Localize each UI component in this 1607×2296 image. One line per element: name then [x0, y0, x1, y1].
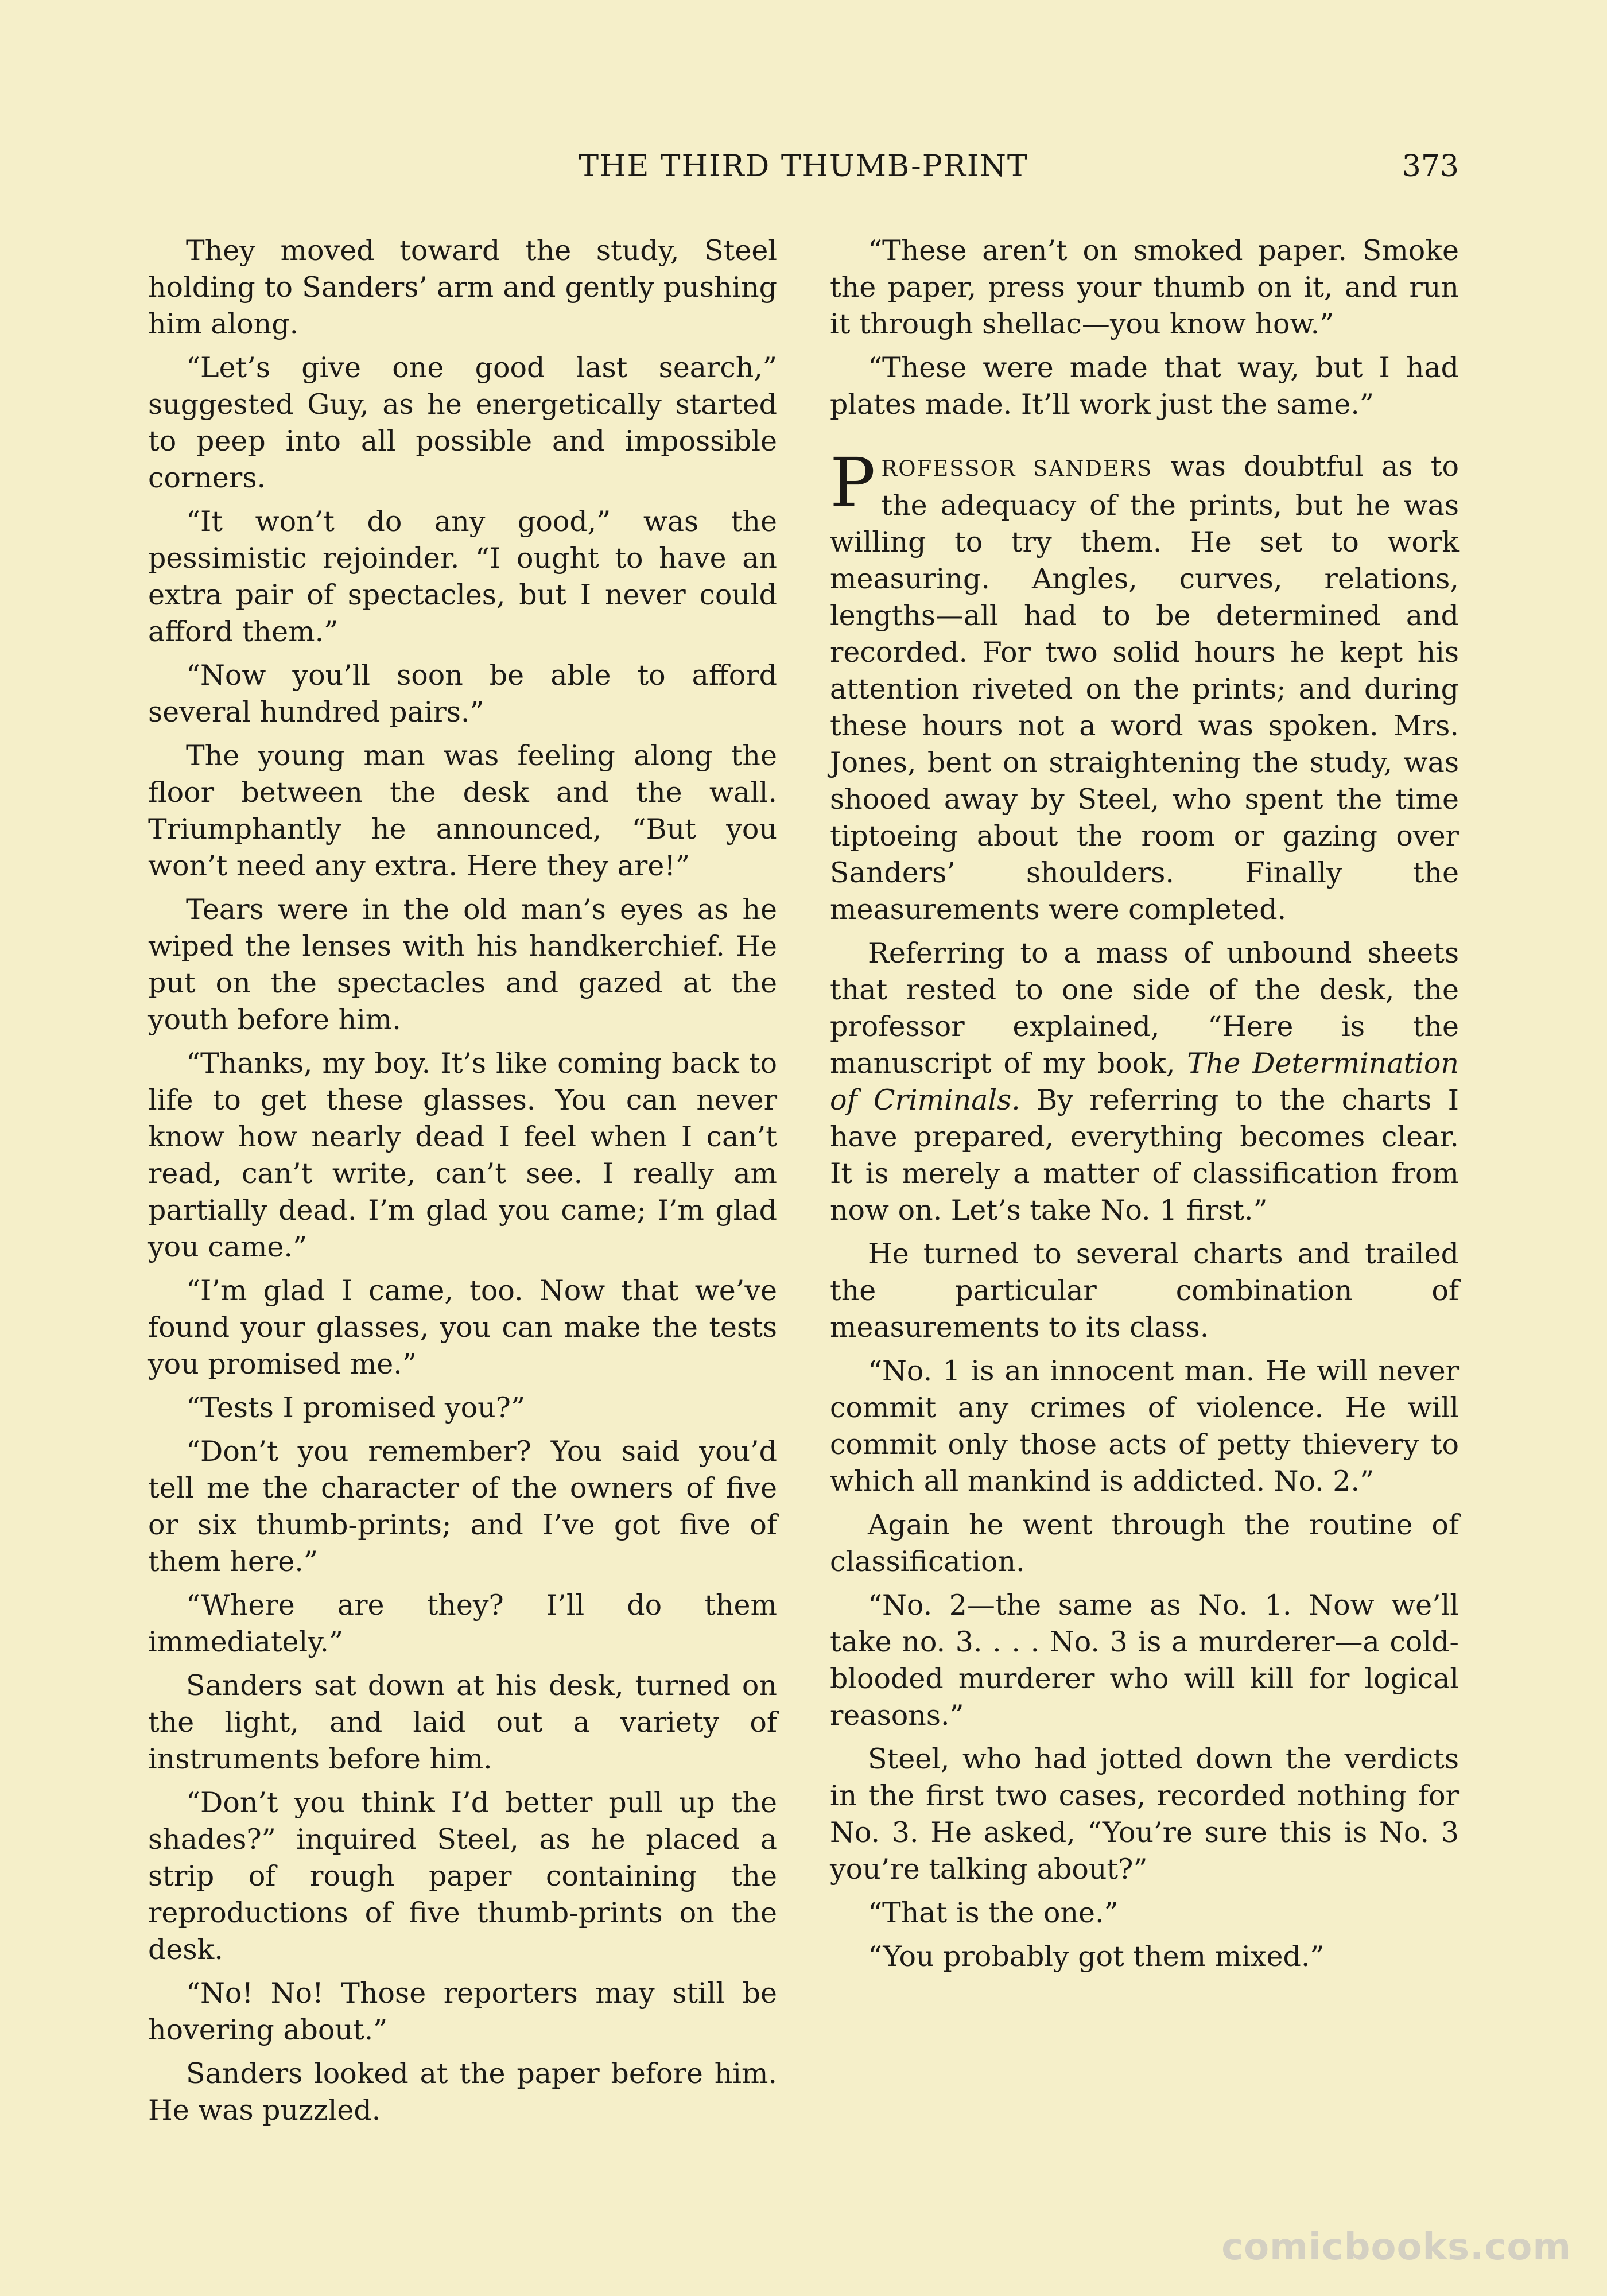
paragraph: “Don’t you think I’d better pull up the shades?” inquired Steel, as he placed a strip of rough paper containing the reproductions of five thumb-prints on the desk.	[148, 1786, 777, 1966]
paragraph: “These aren’t on smoked paper. Smoke the paper, press your thumb on it, and run it through shellac—you know how.”	[830, 234, 1459, 340]
paragraph: “No. 2—the same as No. 1. Now we’ll take no. 3. . . . No. 3 is a murderer—a cold-blooded murderer who will kill for logical reasons.”	[830, 1589, 1459, 1732]
paragraph-text: Referring to a mass of unbound sheets that rested to one side of the desk, the professor explained, “Here is the manuscript of my book,	[830, 937, 1459, 1080]
page-number: 373	[1402, 149, 1459, 184]
paragraph: “No. 1 is an innocent man. He will never commit any crimes of violence. He will commit only those acts of petty thievery to which all mankind is addicted. No. 2.”	[830, 1355, 1459, 1498]
paragraph: Sanders sat down at his desk, turned on the light, and laid out a variety of instruments before him.	[148, 1669, 777, 1775]
paragraph: Steel, who had jotted down the verdicts in the first two cases, recorded nothing for No. 3. He asked, “You’re sure this is No. 3 you’re talking about?”	[830, 1743, 1459, 1886]
paragraph: Tears were in the old man’s eyes as he wiped the lenses with his handkerchief. He put on the spectacles and gazed at the youth before him.	[148, 893, 777, 1036]
small-caps-name: ROFESSOR SANDERS	[881, 456, 1153, 481]
paragraph: Again he went through the routine of classification.	[830, 1508, 1459, 1578]
paragraph: “Let’s give one good last search,” suggested Guy, as he energetically started to peep into all possible and impossible corners.	[148, 351, 777, 494]
right-column	[830, 232, 1459, 1975]
paragraph: “You probably got them mixed.”	[868, 1940, 1325, 1973]
paragraph: “No! No! Those reporters may still be hovering about.”	[148, 1977, 777, 2046]
section-opening-text: was doubtful as to the adequacy of the prints, but he was willing to try them. He set to work measuring. Angles, curves, relations, lengths—all had to be determined and recorded. For two solid hours he kept his attention riveted on the prints; and during these hours not a word was spoken. Mrs. Jones, bent on straightening the study, was shooed away by Steel, who spent the time tiptoeing about the room or gazing over Sanders’ shoulders. Finally the measurements were completed.	[830, 450, 1459, 926]
paragraph	[830, 935, 1459, 1229]
book-title: The Determination of Criminals.	[830, 1047, 1459, 1116]
paragraph: He turned to several charts and trailed the particular combination of measurements to its class.	[830, 1238, 1459, 1344]
paragraph: They moved toward the study, Steel holding to Sanders’ arm and gently pushing him along.	[148, 234, 777, 340]
paragraph: “Now you’ll soon be able to afford several hundred pairs.”	[148, 659, 777, 728]
paragraph: Sanders looked at the paper before him. He was puzzled.	[148, 2057, 777, 2127]
paragraph: “That is the one.”	[868, 1896, 1119, 1929]
paragraph: “It won’t do any good,” was the pessimistic rejoinder. “I ought to have an extra pair of spectacles, but I never could afford them.”	[148, 505, 777, 648]
paragraph: The young man was feeling along the floor between the desk and the wall. Triumphantly he announced, “But you won’t need any extra. Here they are!”	[148, 739, 777, 882]
paragraph: “I’m glad I came, too. Now that we’ve found your glasses, you can make the tests you promised me.”	[148, 1274, 777, 1380]
page-header	[148, 144, 1459, 189]
left-column	[148, 232, 777, 2129]
paragraph-text: By referring to the charts I have prepared, everything becomes clear. It is merely a matter of classification from now on. Let’s take No. 1 first.”	[830, 1084, 1459, 1227]
paragraph: “Tests I promised you?”	[186, 1391, 525, 1424]
section-opening-paragraph	[830, 443, 1459, 928]
paragraph: “Where are they? I’ll do them immediately.”	[148, 1589, 777, 1658]
paragraph: “Don’t you remember? You said you’d tell me the character of the owners of five or six thumb-prints; and I’ve got five of them here.”	[148, 1435, 777, 1578]
watermark: comicbooks.com	[1221, 2226, 1571, 2268]
paragraph: “These were made that way, but I had plates made. It’ll work just the same.”	[830, 351, 1459, 421]
drop-cap: P	[830, 443, 876, 522]
running-title: THE THIRD THUMB-PRINT	[579, 149, 1028, 184]
paragraph: “Thanks, my boy. It’s like coming back to life to get these glasses. You can never know how nearly dead I feel when I can’t read, can’t write, can’t see. I really am partially dead. I’m glad you came; I’m glad you came.”	[148, 1047, 777, 1263]
